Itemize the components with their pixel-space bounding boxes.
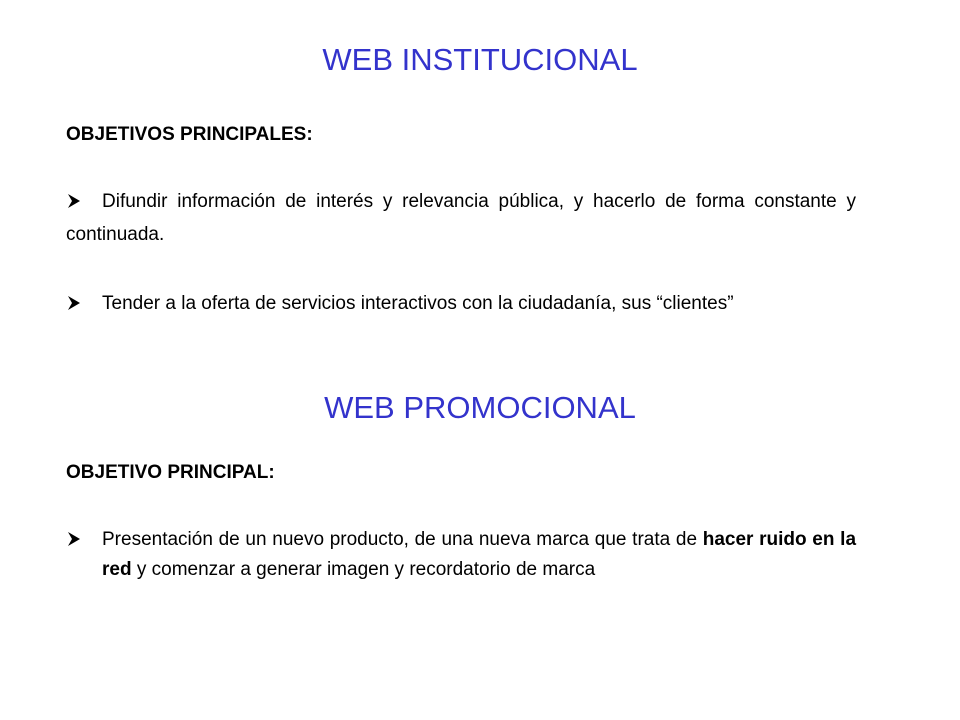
bullet-presentacion-text-post: y comenzar a generar imagen y recordatorio de marca	[131, 559, 596, 580]
arrowhead-bullet-icon	[66, 289, 102, 319]
section-title-institucional: WEB INSTITUCIONAL	[322, 42, 638, 77]
arrowhead-bullet-icon	[66, 185, 102, 218]
bullet-difundir	[66, 185, 856, 251]
heading-objetivo-principal: OBJETIVO PRINCIPAL:	[66, 462, 275, 483]
bullet-presentacion-text-pre: Presentación de un nuevo producto, de una nueva marca que trata de	[102, 529, 703, 550]
bullet-presentacion	[66, 525, 856, 585]
heading-objetivos-principales: OBJETIVOS PRINCIPALES:	[66, 124, 313, 145]
bullet-difundir-text: Difundir información de interés y relevancia pública, y hacerlo de forma constante y continuada.	[66, 191, 856, 245]
bullet-tender-text: Tender a la oferta de servicios interactivos con la ciudadanía, sus “clientes”	[102, 293, 734, 314]
bullet-presentacion-text-bold: hacer ruido en la red	[102, 529, 857, 580]
section-title-promocional: WEB PROMOCIONAL	[324, 390, 636, 425]
arrowhead-bullet-icon	[66, 525, 102, 555]
bullet-tender	[66, 289, 856, 319]
